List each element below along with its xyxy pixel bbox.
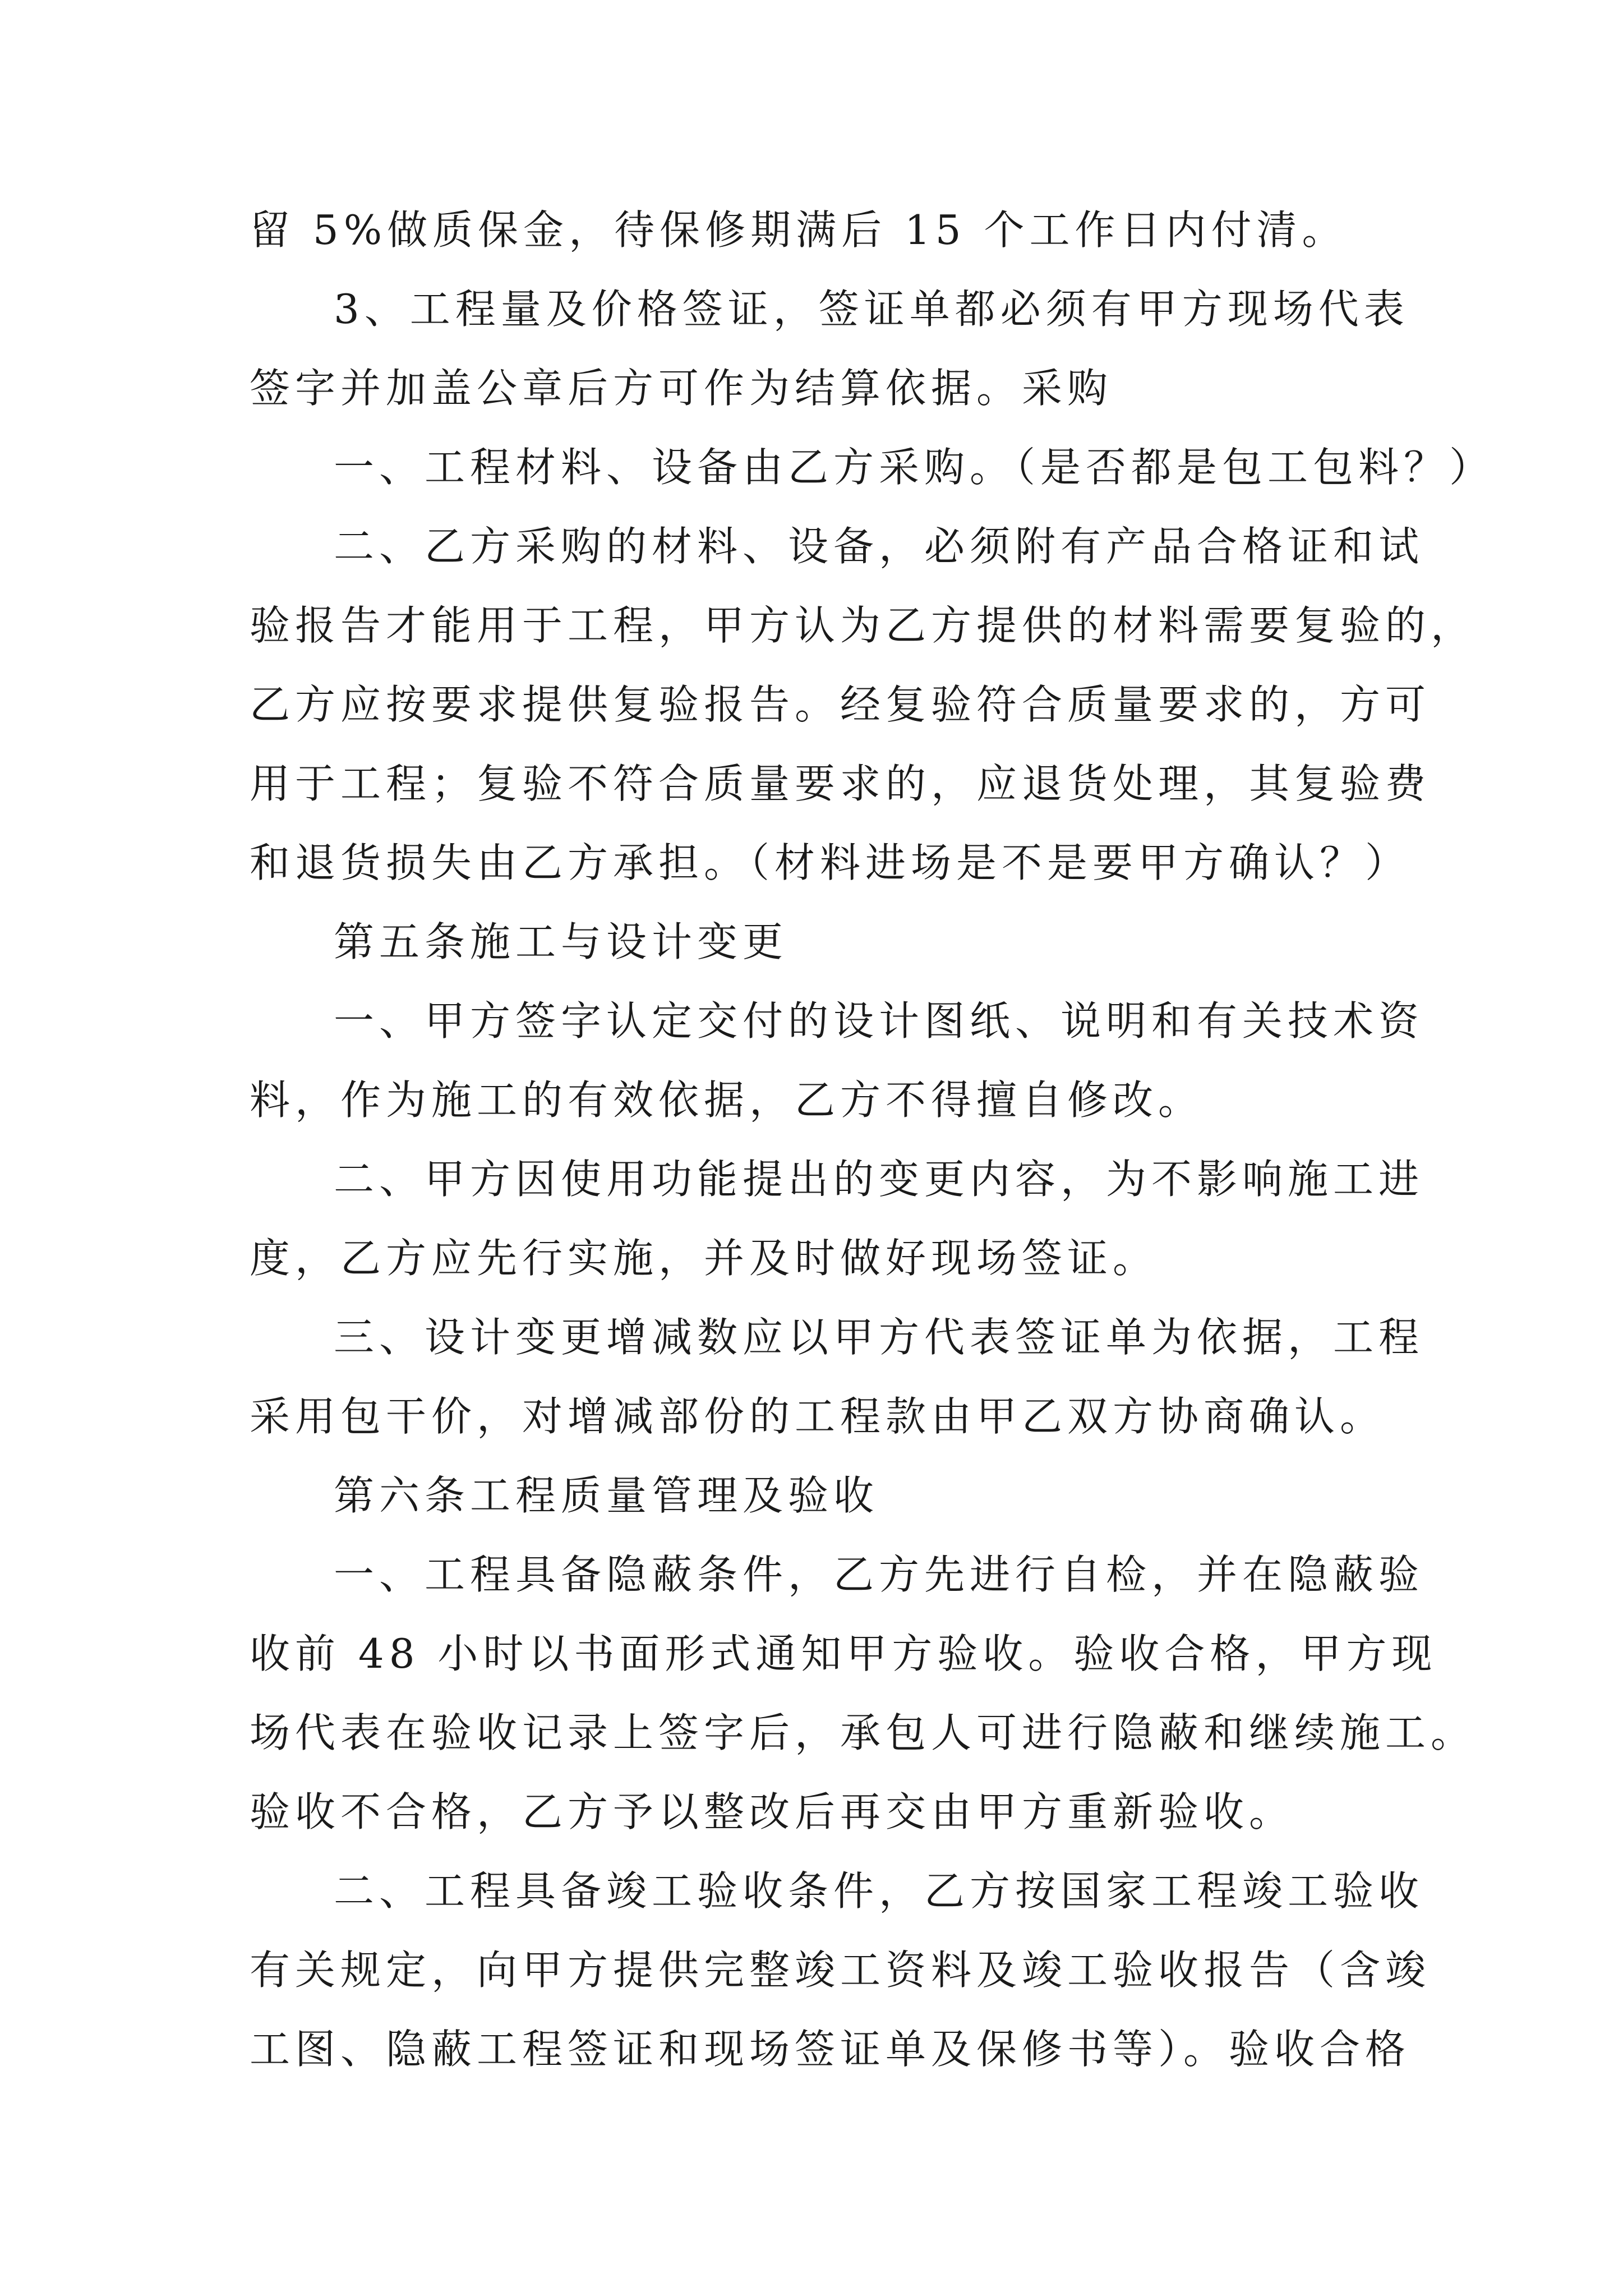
text-line: 一、工程具备隐蔽条件，乙方先进行自检，并在隐蔽验	[334, 1551, 1424, 1598]
text-line: 一、甲方签字认定交付的设计图纸、说明和有关技术资	[334, 997, 1424, 1045]
text-line: 料，作为施工的有效依据，乙方不得擅自修改。	[250, 1076, 1204, 1124]
text-line: 二、工程具备竣工验收条件，乙方按国家工程竣工验收	[334, 1867, 1424, 1915]
section-heading: 第五条施工与设计变更	[334, 918, 789, 965]
text-line: 收前 48 小时以书面形式通知甲方验收。验收合格，甲方现	[250, 1630, 1437, 1677]
text-line: 度，乙方应先行实施，并及时做好现场签证。	[250, 1235, 1159, 1282]
text-line: 工图、隐蔽工程签证和现场签证单及保修书等）。验收合格	[250, 2026, 1411, 2073]
text-line: 用于工程；复验不符合质量要求的，应退货处理，其复验费	[250, 760, 1431, 807]
text-line: 留 5%做质保金，待保修期满后 15 个工作日内付清。	[250, 206, 1348, 254]
text-line: 验报告才能用于工程，甲方认为乙方提供的材料需要复验的，	[250, 602, 1477, 649]
text-line: 一、工程材料、设备由乙方采购。（是否都是包工包料？）	[334, 444, 1495, 491]
text-line: 三、设计变更增减数应以甲方代表签证单为依据，工程	[334, 1314, 1424, 1361]
text-line: 采用包干价，对增减部份的工程款由甲乙双方协商确认。	[250, 1393, 1386, 1440]
text-line: 签字并加盖公章后方可作为结算依据。采购	[250, 365, 1113, 412]
text-line: 乙方应按要求提供复验报告。经复验符合质量要求的，方可	[250, 681, 1431, 728]
section-heading: 第六条工程质量管理及验收	[334, 1472, 879, 1519]
text-line: 二、甲方因使用功能提出的变更内容，为不影响施工进	[334, 1156, 1424, 1203]
document-body	[250, 191, 1495, 2089]
text-line: 二、乙方采购的材料、设备，必须附有产品合格证和试	[334, 523, 1424, 570]
text-line: 有关规定，向甲方提供完整竣工资料及竣工验收报告（含竣	[250, 1947, 1431, 1994]
text-line: 3、工程量及价格签证，签证单都必须有甲方现场代表	[334, 286, 1409, 333]
text-line: 和退货损失由乙方承担。（材料进场是不是要甲方确认？）	[250, 839, 1411, 886]
text-line: 场代表在验收记录上签字后，承包人可进行隐蔽和继续施工。	[250, 1709, 1477, 1756]
text-line: 验收不合格，乙方予以整改后再交由甲方重新验收。	[250, 1788, 1295, 1835]
